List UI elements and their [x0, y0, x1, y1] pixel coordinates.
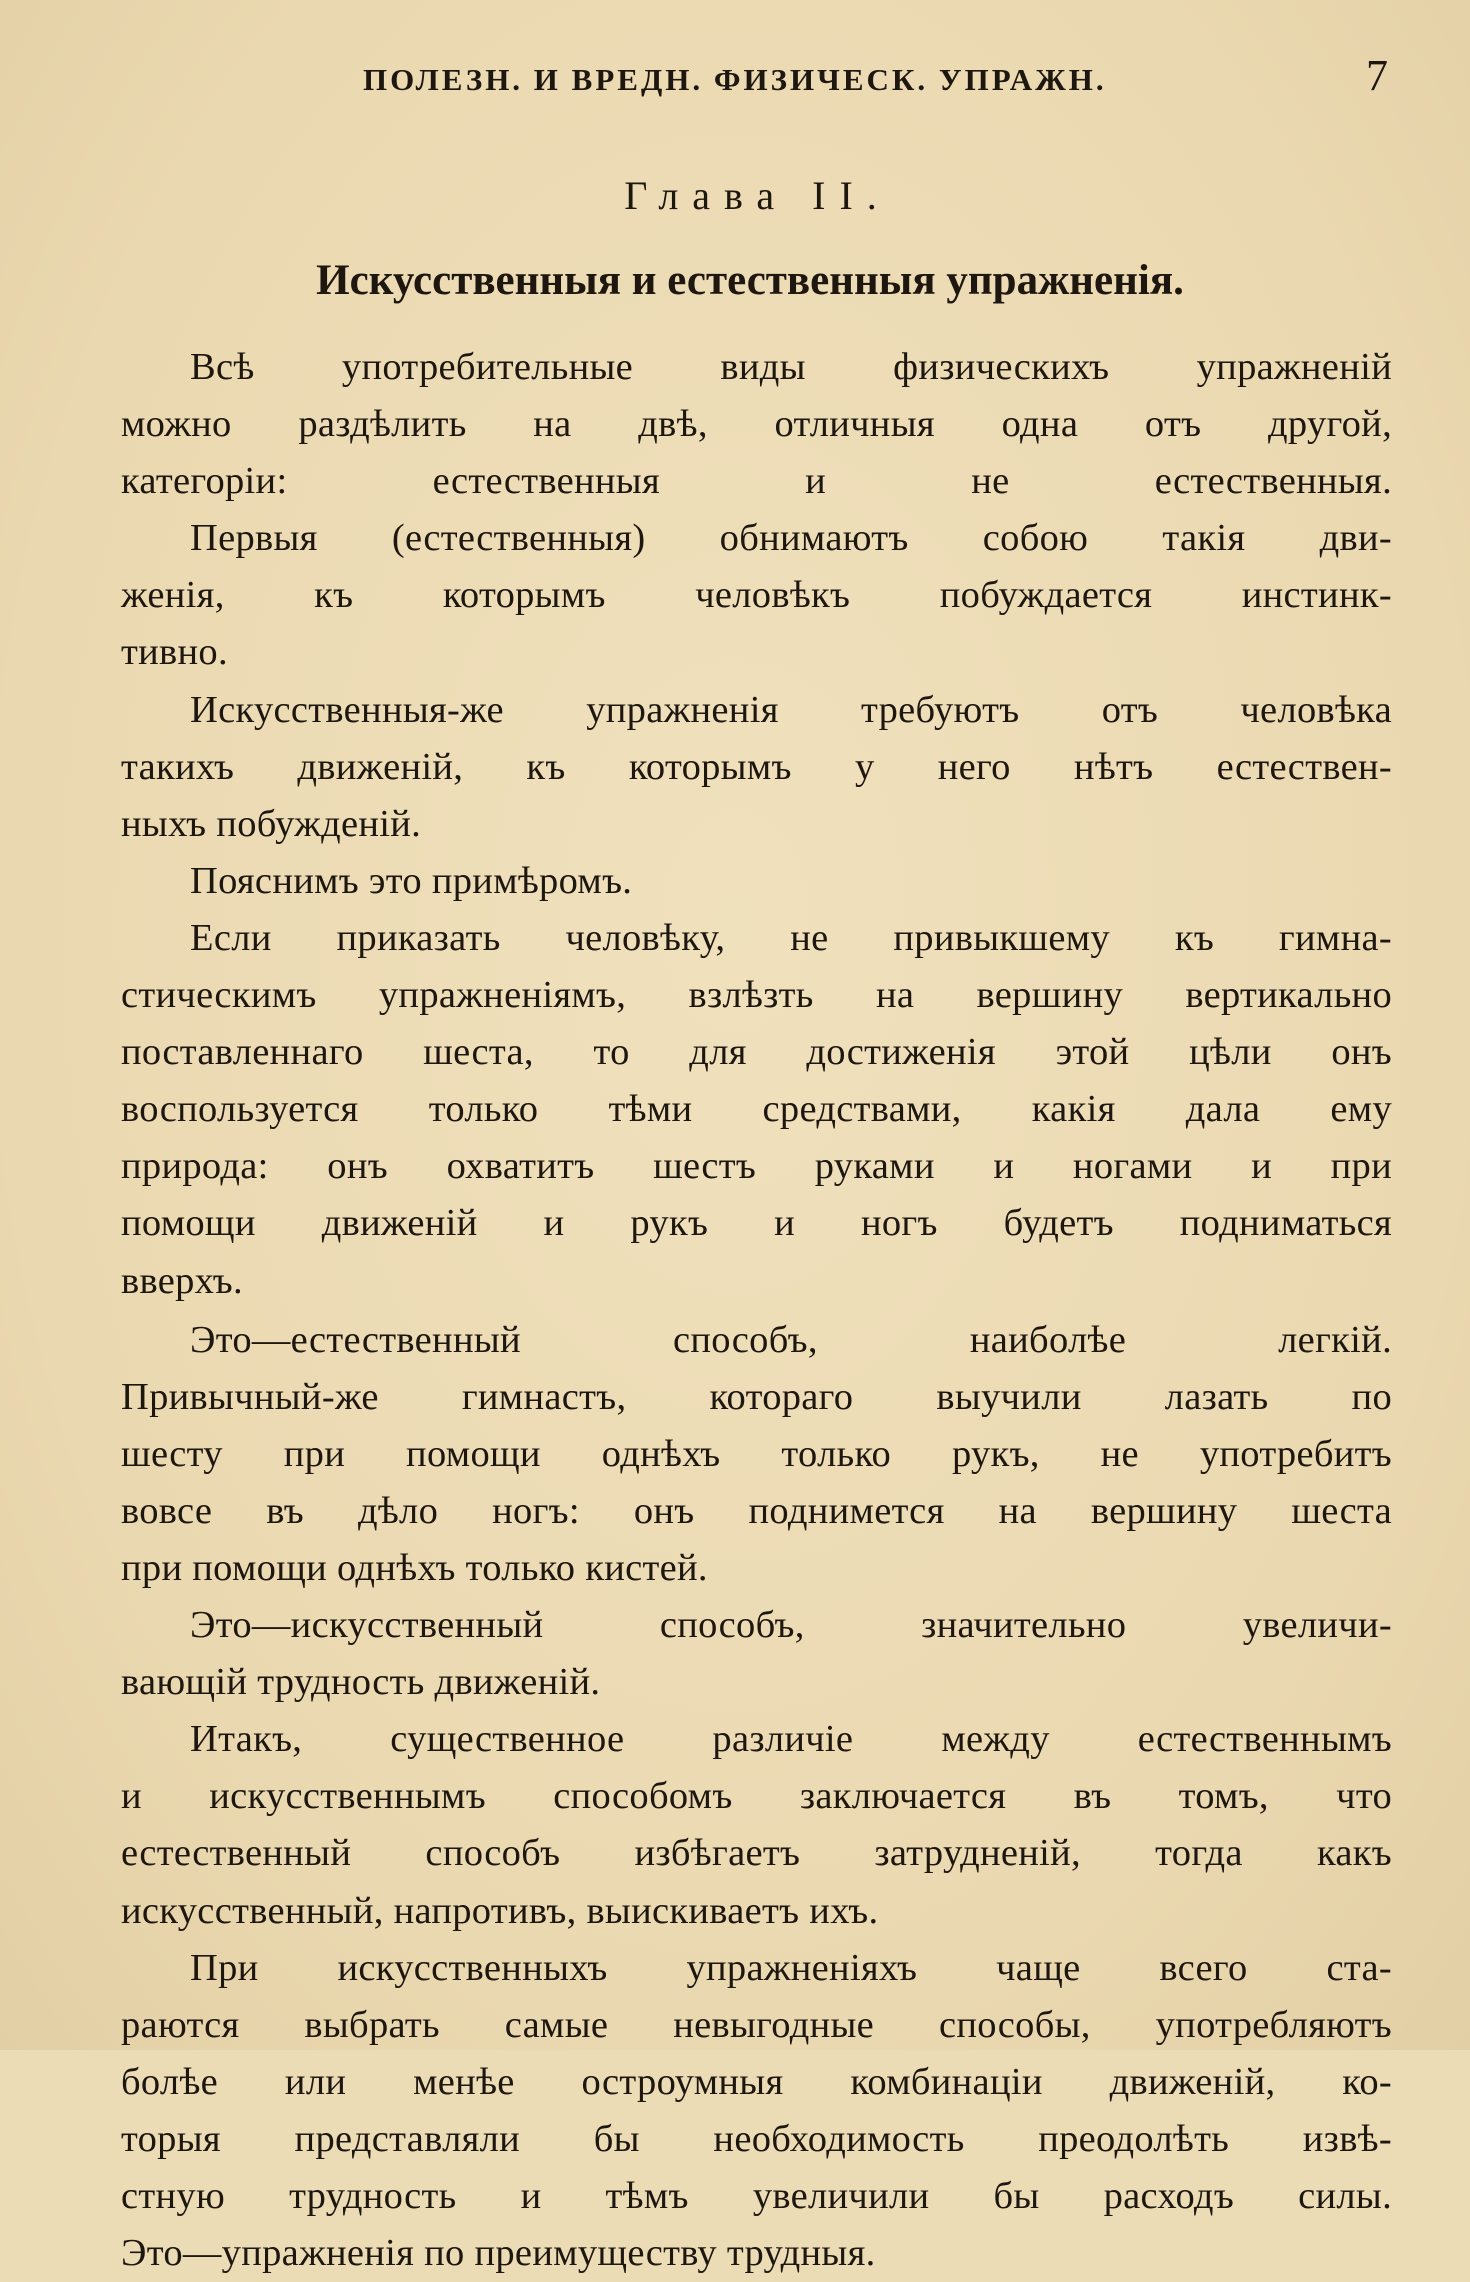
- text-line: искусственный, напротивъ, выискиваетъ ихъ.: [121, 1889, 879, 1932]
- text-line: при помощи однѣхъ только кистей.: [121, 1546, 708, 1589]
- text-line: торыя представляли бы необходимость преодолѣть извѣ-: [121, 2117, 1392, 2160]
- text-line: помощи движеній и рукъ и ногъ будетъ подниматься: [121, 1202, 1392, 1245]
- text-line: Если приказать человѣку, не привыкшему къ гимна-: [190, 916, 1392, 959]
- text-line: поставленнаго шеста, то для достиженія этой цѣли онъ: [121, 1031, 1392, 1074]
- text-line: тивно.: [121, 631, 228, 674]
- text-line: шесту при помощи однѣхъ только рукъ, не употребитъ: [121, 1432, 1392, 1475]
- text-line: можно раздѣлить на двѣ, отличныя одна отъ другой,: [121, 403, 1392, 446]
- text-line: Это—естественный способъ, наиболѣе легкій.: [190, 1318, 1392, 1361]
- text-line: Первыя (естественныя) обнимаютъ собою такія дви-: [190, 517, 1392, 560]
- page-number: 7: [1366, 51, 1388, 100]
- text-line: воспользуется только тѣми средствами, какія дала ему: [121, 1088, 1392, 1131]
- text-line: раются выбрать самые невыгодные способы, употребляютъ: [121, 2003, 1392, 2046]
- text-line: Итакъ, существенное различіе между естественнымъ: [190, 1718, 1392, 1761]
- running-head: ПОЛЕЗН. И ВРЕДН. ФИЗИЧЕСК. УПРАЖН.: [363, 62, 1107, 97]
- text-line: Искусственныя-же упражненія требуютъ отъ человѣка: [190, 688, 1392, 731]
- text-line: Это—упражненія по преимуществу трудныя.: [121, 2232, 876, 2275]
- text-line: природа: онъ охватитъ шестъ руками и ногами и при: [121, 1145, 1392, 1188]
- text-line: ныхъ побужденій.: [121, 802, 422, 845]
- text-line: вверхъ.: [121, 1259, 243, 1302]
- text-line: такихъ движеній, къ которымъ у него нѣтъ естествен-: [121, 745, 1392, 788]
- text-line: вовсе въ дѣло ногъ: онъ поднимется на вершину шеста: [121, 1489, 1392, 1532]
- text-line: При искусственныхъ упражненіяхъ чаще всего ста-: [190, 1946, 1392, 1989]
- text-line: болѣе или менѣе остроумныя комбинаціи движеній, ко-: [121, 2060, 1392, 2103]
- text-line: вающій трудность движеній.: [121, 1661, 601, 1704]
- chapter-title: Искусственныя и естественныя упражненія.: [316, 257, 1184, 304]
- chapter-label: Глава II.: [624, 173, 891, 218]
- text-line: Пояснимъ это примѣромъ.: [190, 859, 633, 902]
- text-line: женія, къ которымъ человѣкъ побуждается инстинк-: [121, 574, 1392, 617]
- text-line: Привычный-же гимнастъ, котораго выучили лазать по: [121, 1375, 1392, 1418]
- text-line: Всѣ употребительные виды физическихъ упражненій: [190, 346, 1392, 388]
- text-line: стическимъ упражненіямъ, взлѣзть на вершину вертикально: [121, 974, 1392, 1017]
- body-text: [121, 339, 1392, 2282]
- text-line: категоріи: естественныя и не естественныя.: [121, 460, 1392, 503]
- text-line: и искусственнымъ способомъ заключается въ томъ, что: [121, 1775, 1392, 1818]
- text-line: Это—искусственный способъ, значительно увеличи-: [190, 1604, 1392, 1647]
- text-line: стную трудность и тѣмъ увеличили бы расходъ силы.: [121, 2175, 1392, 2217]
- text-line: естественный способъ избѣгаетъ затрудненій, тогда какъ: [121, 1832, 1392, 1875]
